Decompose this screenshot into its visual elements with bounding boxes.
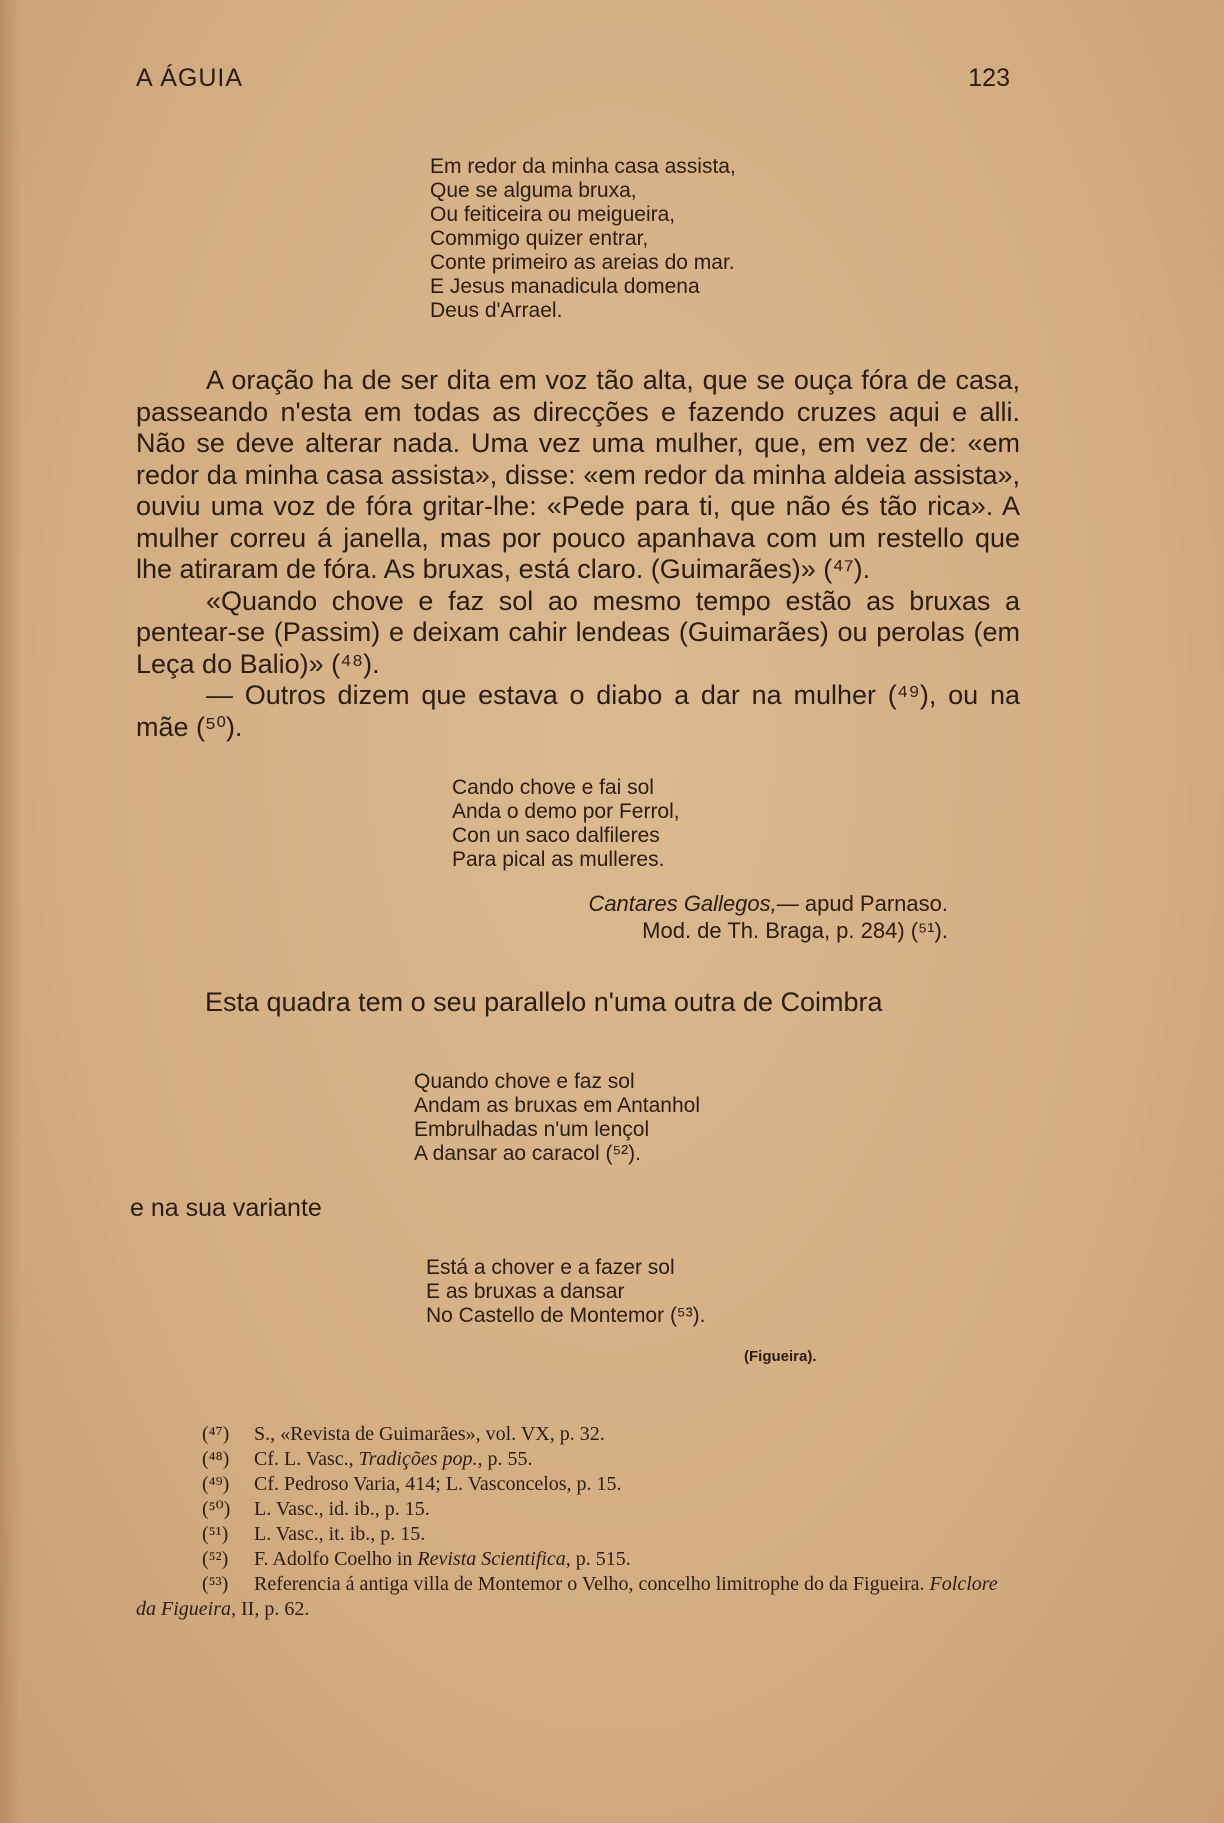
verse-line: Anda o demo por Ferrol,: [452, 800, 680, 823]
footnote-mark: (⁵⁰): [202, 1498, 231, 1520]
paragraph: «Quando chove e faz sol ao mesmo tempo estão as bruxas a pentear-se (Passim) e deixam cahir lendeas (Guimarães) ou perolas (em Leça do Balio)» (⁴⁸).: [136, 585, 1020, 679]
verse-line: Con un saco dalfileres: [452, 824, 660, 847]
footnote-text: Referencia á antiga villa de Montemor o Velho, concelho limitrophe do da Figueira.: [254, 1573, 930, 1595]
verse-line: No Castello de Montemor (⁵³).: [426, 1304, 706, 1327]
footnote-text: , p. 55.: [477, 1448, 533, 1470]
paragraph: A oração ha de ser dita em voz tão alta, que se ouça fóra de casa, passeando n'esta em todas as direcções e fazendo cruzes aqui e alli. Não se deve alterar nada. Uma vez uma mulher, que, em vez de: «em redor da minha casa assista», disse: «em redor da minha aldeia assista», ouviu uma voz de fóra gritar-lhe: «Pede para ti, que não és tão rica». A mulher correu á janella, mas por pouco apanhava com um restello que lhe atiraram de fóra. As bruxas, está claro. (Guimarães)» (⁴⁷).: [136, 365, 1020, 584]
footnote: [136, 1447, 1020, 1472]
footnote-text: S., «Revista de Guimarães», vol. VX, p. 32.: [254, 1423, 605, 1445]
footnote: [136, 1472, 1020, 1497]
verse-figueira: [426, 1256, 705, 1328]
footnote: [136, 1422, 1020, 1447]
verse-coimbra: [414, 1070, 700, 1166]
place-label: (Figueira).: [744, 1348, 817, 1365]
footnote: [136, 1522, 1020, 1547]
verse-galician: [452, 776, 680, 872]
verse-line: Quando chove e faz sol: [414, 1070, 635, 1093]
footnote-mark: (⁴⁸): [202, 1448, 230, 1470]
verse-line: Para pical as mulleres.: [452, 848, 665, 871]
citation-rest: — apud Parnaso.: [776, 891, 948, 916]
verse-line: Ou feiticeira ou meigueira,: [430, 203, 676, 226]
footnote: [136, 1547, 1020, 1572]
variant-line: e na sua variante: [130, 1194, 322, 1222]
footnote-text: Cf. Pedroso Varia, 414; L. Vasconcelos, p. 15.: [254, 1473, 622, 1495]
footnote-mark: (⁴⁷): [202, 1423, 230, 1445]
paragraph: — Outros dizem que estava o diabo a dar na mulher (⁴⁹), ou na mãe (⁵⁰).: [136, 680, 1020, 742]
footnote-italic: Folclore da Figueira,: [136, 1573, 998, 1620]
footnote-text: Cf. L. Vasc.,: [254, 1448, 359, 1470]
verse-line: Embrulhadas n'um lençol: [414, 1118, 650, 1141]
verse-line: Andam as bruxas em Antanhol: [414, 1094, 701, 1117]
footnote-mark: (⁵²): [202, 1548, 229, 1570]
verse-line: Que se alguma bruxa,: [430, 179, 637, 202]
page-edge-shadow: [0, 0, 22, 1823]
verse-line: Em redor da minha casa assista,: [430, 155, 736, 178]
citation: [588, 890, 948, 944]
verse-line: E Jesus manadicula domena: [430, 275, 700, 298]
verse-line: E as bruxas a dansar: [426, 1280, 625, 1303]
citation-line2: Mod. de Th. Braga, p. 284) (⁵¹).: [642, 918, 948, 943]
citation-title: Cantares Gallegos,: [588, 891, 777, 916]
verse-line: Deus d'Arrael.: [430, 299, 563, 322]
footnote-mark: (⁵¹): [202, 1523, 229, 1545]
coimbra-line: Esta quadra tem o seu parallelo n'uma outra de Coimbra: [205, 987, 883, 1017]
verse-line: Está a chover e a fazer sol: [426, 1256, 675, 1279]
verse-line: Cando chove e fai sol: [452, 776, 654, 799]
verse-line: Conte primeiro as areias do mar.: [430, 251, 735, 274]
footnote-italic: Revista Scientifica,: [417, 1548, 571, 1570]
footnote-text: F. Adolfo Coelho in: [254, 1548, 418, 1570]
verse-line: Commigo quizer entrar,: [430, 227, 649, 250]
footnote: [136, 1497, 1020, 1522]
verse-prayer: [430, 155, 736, 323]
footnotes: [136, 1422, 1020, 1622]
prose-block: [136, 365, 1020, 743]
running-header: [136, 64, 1010, 104]
footnote-mark: (⁴⁹): [202, 1473, 230, 1495]
page-number: 123: [968, 64, 1010, 92]
journal-title: A ÁGUIA: [136, 64, 244, 92]
footnote-text: II, p. 62.: [236, 1598, 310, 1620]
footnote-text: L. Vasc., it. ib., p. 15.: [254, 1523, 426, 1545]
footnote: [136, 1572, 1020, 1622]
footnote-text: L. Vasc., id. ib., p. 15.: [254, 1498, 430, 1520]
footnote-italic: Tradições pop.: [358, 1448, 478, 1470]
footnote-mark: (⁵³): [202, 1573, 229, 1595]
footnote-text: p. 515.: [570, 1548, 631, 1570]
verse-line: A dansar ao caracol (⁵²).: [414, 1142, 641, 1165]
